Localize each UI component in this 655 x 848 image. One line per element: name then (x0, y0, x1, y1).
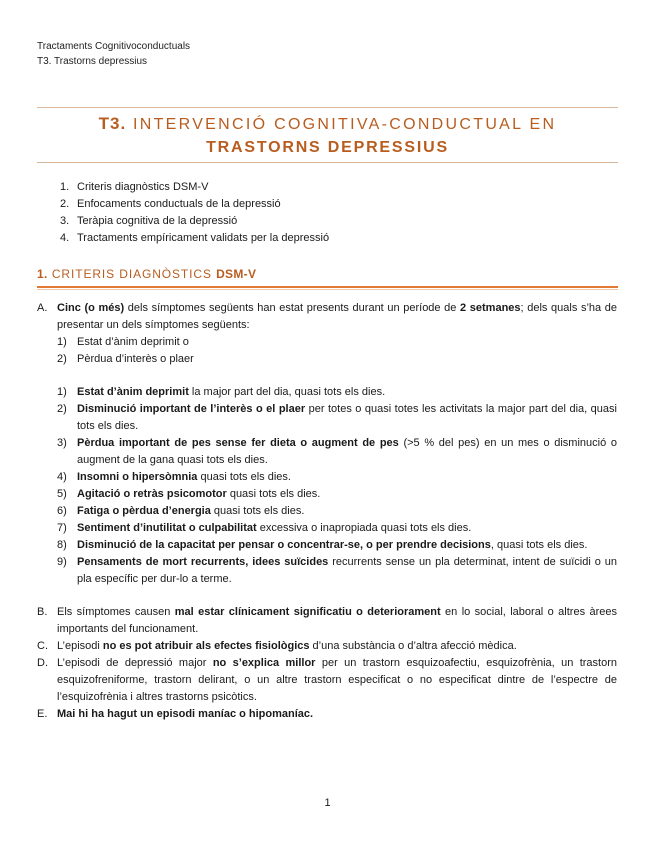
criteria-b-to-e (37, 604, 617, 723)
criterion-d: D. L’episodi de depressió major no s’explica millor per un trastorn esquizoafectiu, esquizofrènia, un trastorn esquizofreniforme, trastorn delirant, o un altre trastorn especificat o no especificat dintre de l’espectre de l’esquizofrènia i altres trastorns psicòtics. (37, 657, 617, 703)
list-item: 7) Sentiment d’inutilitat o culpabilitat excessiva o inapropiada quasi tots els dies. (57, 522, 472, 534)
toc-item: 2. Enfocaments conductuals de la depressió (60, 198, 281, 210)
section-rule-shadow (37, 289, 618, 290)
page-number: 1 (324, 797, 331, 809)
list-item: 1) Estat d’ànim deprimit o (57, 336, 189, 348)
section-rule (37, 286, 618, 288)
title-top-rule (37, 107, 618, 108)
section-heading: 1. CRITERIS DIAGNÒSTICS DSM-V (37, 267, 257, 281)
list-item: 8) Disminució de la capacitat per pensar o concentrar-se, o per prendre decisions, quasi tots els dies. (57, 539, 588, 551)
toc-item: 3. Teràpia cognitiva de la depressió (60, 215, 238, 227)
list-item: 6) Fatiga o pèrdua d’energia quasi tots els dies. (57, 505, 305, 517)
toc-item: 4. Tractaments empíricament validats per la depressió (60, 232, 330, 244)
list-item: 2) Disminució important de l’interès o el plaer per totes o quasi totes les activitats la major part del dia, quasi tots els dies. (57, 403, 617, 432)
list-item: 2) Pèrdua d’interès o plaer (57, 353, 194, 365)
list-item: 3) Pèrdua important de pes sense fer dieta o augment de pes (>5 % del pes) en un mes o disminució o augment de la gana quasi tots els dies. (57, 437, 617, 466)
list-item: 9) Pensaments de mort recurrents, idees suïcides recurrents sense un pla determinat, intent de suïcidi o un pla específic per dur-lo a terme. (57, 556, 617, 585)
title-bottom-rule (37, 162, 618, 163)
header-course: Tractaments Cognitivoconductuals (37, 41, 191, 52)
header-topic: T3. Trastorns depressius (37, 56, 148, 67)
criterion-c: C. L’episodi no es pot atribuir als efectes fisiològics d’una substància o d’altra afecció mèdica. (37, 640, 517, 652)
criterion-letter: A. (37, 302, 48, 314)
list-item: 1) Estat d’ànim deprimit la major part del dia, quasi tots els dies. (57, 386, 386, 398)
criterion-a (37, 300, 617, 368)
title-line1: INTERVENCIÓ COGNITIVA-CONDUCTUAL EN (132, 116, 557, 133)
toc-item: 1. Criteris diagnòstics DSM-V (60, 181, 209, 193)
symptom-list (37, 384, 617, 588)
running-header (37, 39, 190, 69)
criterion-text: Cinc (o més) dels símptomes següents han estat presents durant un període de 2 setmanes; dels quals s’ha de presentar un dels símptomes següents: (57, 302, 617, 331)
title-number: T3. (98, 114, 127, 133)
title-line2: TRASTORNS DEPRESSIUS (206, 139, 449, 156)
list-item: 4) Insomni o hipersòmnia quasi tots els dies. (57, 471, 291, 483)
criterion-e: E. Mai hi ha hagut un episodi maníac o hipomaníac. (37, 708, 314, 720)
criterion-b: B. Els símptomes causen mal estar clínicament significatiu o deteriorament en lo social, laboral o altres àrees importants del funcionament. (37, 606, 617, 635)
page-title (37, 113, 618, 159)
list-item: 5) Agitació o retràs psicomotor quasi tots els dies. (57, 488, 321, 500)
table-of-contents (60, 179, 329, 247)
